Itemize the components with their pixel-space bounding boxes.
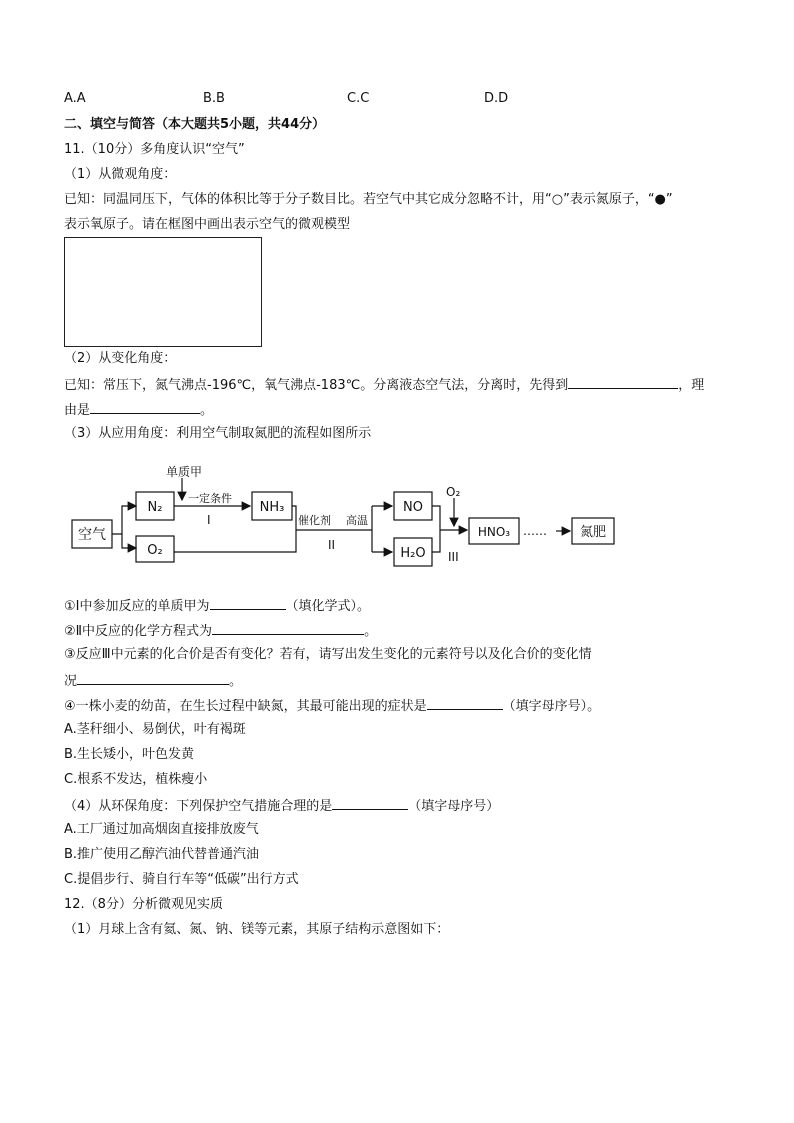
q11-sub3-cont — [64, 671, 242, 691]
q11-p2-text — [64, 375, 704, 395]
q12-p1: （1）月球上含有氦、氮、钠、镁等元素，其原子结构示意图如下： — [64, 922, 450, 937]
q11-p3-heading: （3）从应用角度：利用空气制取氮肥的流程如图所示 — [64, 426, 372, 441]
q11-p4-option-a: A.工厂通过加高烟囱直接排放废气 — [64, 822, 259, 837]
label-step2: II — [328, 538, 336, 552]
q11-sub1 — [64, 596, 370, 616]
q11-p2-text-a: 已知：常压下，氮气沸点-196℃，氧气沸点-183℃。分离液态空气法，分离时，先得到 — [64, 378, 569, 393]
q11-sub2-a: ②Ⅱ中反应的化学方程式为 — [64, 624, 213, 639]
option-c: C.C — [347, 91, 370, 106]
q11-sub4-a: ④一株小麦的幼苗，在生长过程中缺氮，其最可能出现的症状是 — [64, 699, 427, 714]
label-o2-in: O₂ — [446, 485, 461, 499]
label-no: NO — [403, 500, 423, 515]
label-fertilizer: 氮肥 — [579, 525, 607, 540]
answer-blank-first-gas[interactable] — [568, 375, 678, 389]
section-title: 二、填空与简答（本大题共5小题，共44分） — [64, 117, 326, 132]
q11-sub4 — [64, 696, 600, 716]
q11-sub2-b: 。 — [364, 624, 378, 639]
answer-blank-valence-change[interactable] — [77, 671, 229, 685]
q11-sub4-option-c: C.根系不发达，植株瘦小 — [64, 772, 208, 787]
option-a: A.A — [64, 91, 86, 106]
option-b: B.B — [203, 91, 225, 106]
q11-p1-text: 已知：同温同压下，气体的体积比等于分子数目比。若空气中其它成分忽略不计，用“○”表示氮原子，“●” — [64, 192, 673, 207]
q11-p2-reason — [64, 400, 213, 420]
q11-p4 — [64, 796, 499, 816]
q11-p4-option-b: B.推广使用乙醇汽油代替普通汽油 — [64, 847, 260, 862]
q11-sub4-option-b: B.生长矮小，叶色发黄 — [64, 747, 195, 762]
label-h2o: H₂O — [400, 546, 426, 561]
nitrogen-fertilizer-flow-diagram — [64, 460, 624, 580]
label-step1: I — [207, 513, 211, 527]
label-catalyst: 催化剂 — [298, 514, 331, 527]
answer-blank-measure[interactable] — [332, 796, 408, 810]
q12-title: 12.（8分）分析微观见实质 — [64, 897, 223, 912]
option-d: D.D — [484, 91, 509, 106]
q11-sub3-b: 况 — [64, 674, 78, 689]
q11-p2-text-a-end: ，理 — [678, 378, 705, 393]
label-air: 空气 — [78, 527, 106, 543]
q11-p4-a: （4）从环保角度：下列保护空气措施合理的是 — [64, 799, 333, 814]
q11-sub1-b: （填化学式）。 — [285, 599, 371, 614]
label-nh3: NH₃ — [259, 500, 285, 515]
label-o2: O₂ — [147, 543, 163, 558]
answer-blank-reason[interactable] — [90, 400, 200, 414]
label-condition: 一定条件 — [188, 492, 232, 505]
arrow-air-n2 — [112, 506, 136, 534]
q11-sub4-option-a: A.茎秆细小、易倒伏，叶有褐斑 — [64, 722, 246, 737]
q11-p4-option-c: C.提倡步行、骑自行车等“低碳”出行方式 — [64, 872, 299, 887]
q11-sub1-a: ①Ⅰ中参加反应的单质甲为 — [64, 599, 210, 614]
label-hno3: HNO₃ — [477, 525, 511, 539]
label-substance-a: 单质甲 — [166, 465, 203, 479]
label-dots: …… — [523, 524, 547, 538]
q11-title: 11.（10分）多角度认识“空气” — [64, 142, 245, 157]
bracket-step3 — [432, 506, 440, 552]
q11-p2-heading: （2）从变化角度： — [64, 351, 177, 366]
q11-p2-text-b: 由是 — [64, 403, 91, 418]
q11-sub3-c: 。 — [229, 674, 243, 689]
q11-p1-text-cont: 表示氧原子。请在框图中画出表示空气的微观模型 — [64, 217, 351, 232]
q11-p1-heading: （1）从微观角度： — [64, 167, 177, 182]
label-high-temp: 高温 — [346, 514, 368, 527]
q11-sub4-b: （填字母序号）。 — [502, 699, 601, 714]
q11-sub3: ③反应Ⅲ中元素的化合价是否有变化？若有，请写出发生变化的元素符号以及化合价的变化情 — [64, 647, 592, 662]
micro-model-answer-box[interactable] — [64, 237, 262, 347]
q11-sub2 — [64, 621, 377, 641]
arrow-air-o2 — [122, 534, 136, 548]
answer-blank-substance-a[interactable] — [210, 596, 286, 610]
label-n2: N₂ — [147, 500, 163, 515]
label-step3: III — [448, 550, 459, 564]
answer-blank-equation[interactable] — [212, 621, 364, 635]
answer-blank-symptom[interactable] — [427, 696, 503, 710]
q11-p2-text-b-end: 。 — [200, 403, 214, 418]
q11-p4-b: （填字母序号） — [408, 799, 500, 814]
